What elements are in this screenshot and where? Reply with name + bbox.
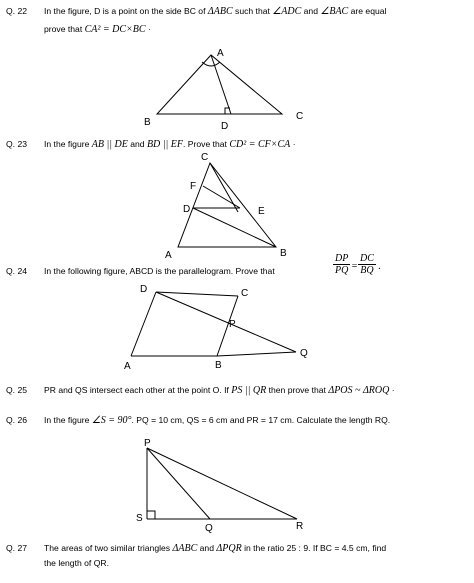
question-text: then prove that xyxy=(268,385,326,395)
question-text: in the ratio 25 : 9. If BC = 4.5 cm, find xyxy=(244,543,387,553)
point-label: A xyxy=(217,48,224,59)
point-label: A xyxy=(124,361,131,372)
point-label: F xyxy=(190,181,197,192)
point-label: Q xyxy=(205,523,213,534)
point-label: A xyxy=(165,250,172,261)
point-label: D xyxy=(221,121,229,132)
question-text: In the figure xyxy=(44,415,90,425)
point-label: B xyxy=(280,248,287,259)
numerator: DP xyxy=(335,253,349,264)
question-text: . PQ = 10 cm, QS = 6 cm and PR = 17 cm. Calculate the length RQ. xyxy=(131,415,391,425)
equals-sign: = xyxy=(351,261,358,272)
question-number: Q. 24 xyxy=(6,266,28,276)
question-text: · xyxy=(292,139,296,149)
math-expression: ∠S = 90° xyxy=(91,415,132,426)
question-27-line2: the length of QR. xyxy=(44,558,109,568)
point-label: P xyxy=(144,438,151,449)
point-label: P xyxy=(229,319,236,330)
math-expression: ΔPOS ~ ΔROQ xyxy=(328,385,390,396)
question-text: The areas of two similar triangles xyxy=(44,543,171,553)
point-label: B xyxy=(215,360,222,371)
math-expression: ΔABC xyxy=(172,543,198,554)
point-label: Q xyxy=(300,348,308,359)
math-expression: CD² = CF×CA xyxy=(229,139,291,150)
point-label: E xyxy=(258,206,265,217)
math-expression: ∠ADC xyxy=(272,6,302,17)
question-text: · xyxy=(147,24,151,34)
point-label: C xyxy=(296,111,304,122)
math-expression: BD || EF xyxy=(146,139,183,150)
question-text: In the figure, D is a point on the side BC of xyxy=(44,6,206,16)
figure-q26-triangle xyxy=(147,448,297,519)
math-expression: PS || QR xyxy=(231,385,267,396)
math-expression: ∠BAC xyxy=(320,6,349,17)
question-number: Q. 27 xyxy=(6,543,28,553)
question-text: and xyxy=(199,543,214,553)
question-number: Q. 25 xyxy=(6,385,28,395)
question-number: Q. 22 xyxy=(6,6,28,16)
question-text: are equal xyxy=(350,6,387,16)
point-label: C xyxy=(201,152,209,163)
figure-q24-parallelogram xyxy=(131,292,296,356)
numerator: DC xyxy=(360,253,374,264)
point-label: C xyxy=(241,288,249,299)
question-text: · xyxy=(391,385,395,395)
question-text: such that xyxy=(235,6,270,16)
figure-q23-triangle xyxy=(178,163,276,247)
denominator: PQ xyxy=(335,265,349,276)
point-label: S xyxy=(136,513,143,524)
point-label: D xyxy=(140,284,148,295)
point-label: R xyxy=(296,521,304,532)
question-text: In the following figure, ABCD is the parallelogram. Prove that xyxy=(44,266,275,276)
question-text: . Prove that xyxy=(183,139,227,149)
figure-q22-triangle xyxy=(157,55,282,114)
point-label: B xyxy=(144,117,151,128)
denominator: BQ xyxy=(360,265,374,276)
math-expression: ΔPQR xyxy=(216,543,242,554)
question-number: Q. 26 xyxy=(6,415,28,425)
period: · xyxy=(378,264,381,275)
point-label: D xyxy=(183,204,191,215)
math-expression: AB || DE xyxy=(91,139,128,150)
question-number: Q. 23 xyxy=(6,139,28,149)
question-text: prove that xyxy=(44,24,83,34)
question-text: and xyxy=(130,139,145,149)
question-text: and xyxy=(303,6,318,16)
math-expression: ΔABC xyxy=(207,6,233,17)
math-expression: CA² = DC×BC xyxy=(84,24,146,35)
question-text: In the figure xyxy=(44,139,90,149)
question-text: PR and QS intersect each other at the point O. If xyxy=(44,385,229,395)
